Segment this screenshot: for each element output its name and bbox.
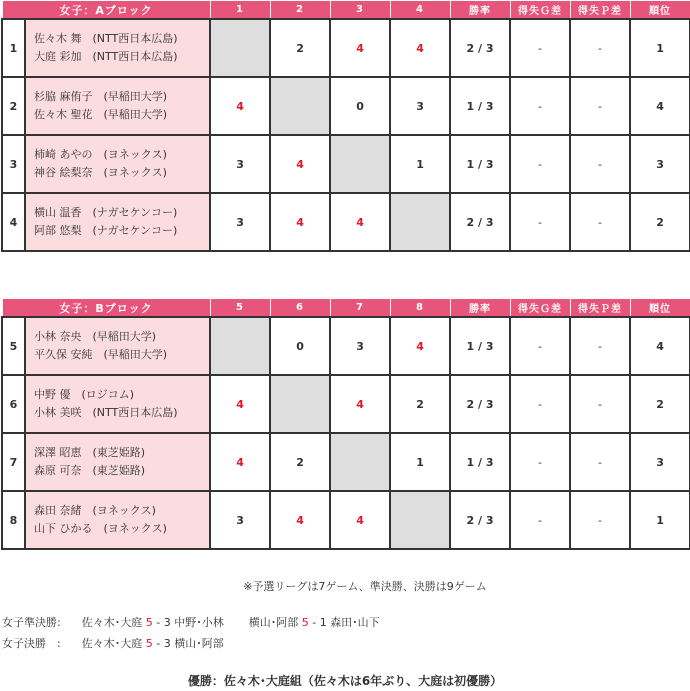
win-rate: 1 / 3 <box>450 317 510 375</box>
score-separator: - <box>156 637 161 650</box>
header-rank: 順位 <box>630 1 690 20</box>
score-cell: 1 <box>390 135 450 193</box>
table-row <box>2 375 690 433</box>
header-col: 4 <box>390 1 450 20</box>
table-row <box>2 433 690 491</box>
block-a-title: 女子：Aブロック <box>2 1 210 20</box>
score-cell: 2 <box>390 375 450 433</box>
point-diff: - <box>570 77 630 135</box>
team-cell <box>25 77 210 135</box>
team-cell <box>25 433 210 491</box>
block-b-table <box>1 298 690 550</box>
score-separator: - <box>156 616 161 629</box>
self-match-cell <box>330 433 390 491</box>
score-cell: 3 <box>330 317 390 375</box>
self-match-cell <box>270 77 330 135</box>
final-label: 女子決勝 : <box>2 637 61 650</box>
score-cell: 3 <box>390 77 450 135</box>
player-1: 杉脇 麻侑子 (早稲田大学) <box>34 90 168 103</box>
team-cell <box>25 135 210 193</box>
header-game-diff: 得失Ｇ差 <box>510 299 570 318</box>
score-cell: 3 <box>210 193 270 251</box>
win-rate: 1 / 3 <box>450 433 510 491</box>
team-cell <box>25 317 210 375</box>
player-2: 佐々木 聖花 (早稲田大学) <box>34 108 168 121</box>
table-row <box>2 135 690 193</box>
player-2: 阿部 悠梨 (ナガセケンコー) <box>34 224 178 237</box>
header-col: 2 <box>270 1 330 20</box>
table-row <box>2 19 690 77</box>
final-result <box>2 635 690 651</box>
player-1: 佐々木 舞 (NTT西日本広島) <box>34 32 178 45</box>
score-cell: 0 <box>330 77 390 135</box>
rank: 4 <box>630 77 690 135</box>
table-row <box>2 193 690 251</box>
self-match-cell <box>390 193 450 251</box>
score-cell: 3 <box>210 491 270 549</box>
player-2: 神谷 絵梨奈 (ヨネックス) <box>34 166 167 179</box>
entry-number: 1 <box>2 19 25 77</box>
game-diff: - <box>510 491 570 549</box>
entry-number: 7 <box>2 433 25 491</box>
block-a-header <box>2 1 690 20</box>
self-match-cell <box>210 317 270 375</box>
player-1: 横山 温香 (ナガセケンコー) <box>34 206 178 219</box>
score-cell: 0 <box>270 317 330 375</box>
win-rate: 1 / 3 <box>450 135 510 193</box>
entry-number: 4 <box>2 193 25 251</box>
header-point-diff: 得失Ｐ差 <box>570 299 630 318</box>
block-a-table <box>1 0 690 252</box>
score-cell: 4 <box>330 19 390 77</box>
score-cell: 4 <box>330 193 390 251</box>
final-score: 5 <box>145 637 153 650</box>
header-col: 1 <box>210 1 270 20</box>
score-cell: 2 <box>270 433 330 491</box>
entry-number: 3 <box>2 135 25 193</box>
entry-number: 8 <box>2 491 25 549</box>
point-diff: - <box>570 193 630 251</box>
final-team: 佐々木･大庭 <box>81 637 143 650</box>
score-cell: 4 <box>390 317 450 375</box>
game-diff: - <box>510 317 570 375</box>
rank: 4 <box>630 317 690 375</box>
player-1: 中野 優 (ロジコム) <box>34 388 135 401</box>
game-diff: - <box>510 375 570 433</box>
game-diff: - <box>510 77 570 135</box>
player-1: 柿崎 あやの (ヨネックス) <box>34 148 167 161</box>
header-point-diff: 得失Ｐ差 <box>570 1 630 20</box>
final-team: 横山･阿部 <box>174 637 224 650</box>
team-cell <box>25 375 210 433</box>
game-diff: - <box>510 433 570 491</box>
player-2: 大庭 彩加 (NTT西日本広島) <box>34 50 178 63</box>
game-diff: - <box>510 135 570 193</box>
rank: 2 <box>630 193 690 251</box>
game-diff: - <box>510 19 570 77</box>
score-cell: 4 <box>390 19 450 77</box>
header-game-diff: 得失Ｇ差 <box>510 1 570 20</box>
rank: 2 <box>630 375 690 433</box>
semifinal-team: 中野･小林 <box>174 616 224 629</box>
self-match-cell <box>390 491 450 549</box>
player-2: 小林 美咲 (NTT西日本広島) <box>34 406 178 419</box>
score-separator: - <box>312 616 317 629</box>
win-rate: 2 / 3 <box>450 375 510 433</box>
header-rank: 順位 <box>630 299 690 318</box>
header-win-rate: 勝率 <box>450 299 510 318</box>
win-rate: 1 / 3 <box>450 77 510 135</box>
self-match-cell <box>270 375 330 433</box>
semifinal-score: 5 <box>145 616 153 629</box>
score-cell: 4 <box>210 375 270 433</box>
semifinal-label: 女子準決勝: <box>2 616 61 629</box>
point-diff: - <box>570 433 630 491</box>
player-2: 森原 可奈 (東芝姫路) <box>34 464 146 477</box>
header-col: 8 <box>390 299 450 318</box>
point-diff: - <box>570 491 630 549</box>
final-score: 3 <box>163 637 171 650</box>
table-row <box>2 491 690 549</box>
score-cell: 4 <box>270 491 330 549</box>
score-cell: 1 <box>390 433 450 491</box>
rank: 1 <box>630 491 690 549</box>
player-1: 小林 奈央 (早稲田大学) <box>34 330 157 343</box>
champion-text: 優勝：佐々木･大庭組（佐々木は6年ぶり、大庭は初優勝） <box>187 674 503 688</box>
game-diff: - <box>510 193 570 251</box>
table-row <box>2 317 690 375</box>
player-2: 平久保 安純 (早稲田大学) <box>34 348 168 361</box>
entry-number: 5 <box>2 317 25 375</box>
score-cell: 4 <box>270 135 330 193</box>
block-b-title: 女子：Bブロック <box>2 299 210 318</box>
win-rate: 2 / 3 <box>450 491 510 549</box>
score-cell: 4 <box>210 77 270 135</box>
semifinal-score: 5 <box>301 616 309 629</box>
point-diff: - <box>570 135 630 193</box>
score-cell: 4 <box>330 375 390 433</box>
rank: 1 <box>630 19 690 77</box>
semifinal-team: 佐々木･大庭 <box>81 616 143 629</box>
team-cell <box>25 491 210 549</box>
table-row <box>2 77 690 135</box>
player-2: 山下 ひかる (ヨネックス) <box>34 522 167 535</box>
point-diff: - <box>570 375 630 433</box>
win-rate: 2 / 3 <box>450 19 510 77</box>
block-b-header <box>2 299 690 318</box>
score-cell: 3 <box>210 135 270 193</box>
score-cell: 2 <box>270 19 330 77</box>
score-cell: 4 <box>270 193 330 251</box>
self-match-cell <box>210 19 270 77</box>
win-rate: 2 / 3 <box>450 193 510 251</box>
score-cell: 4 <box>210 433 270 491</box>
team-cell <box>25 193 210 251</box>
format-note: ※予選リーグは7ゲーム、準決勝、決勝は9ゲーム <box>243 580 487 593</box>
player-1: 森田 奈緒 (ヨネックス) <box>34 504 156 517</box>
header-win-rate: 勝率 <box>450 1 510 20</box>
score-cell: 4 <box>330 491 390 549</box>
rank: 3 <box>630 433 690 491</box>
team-cell <box>25 19 210 77</box>
semifinal-result <box>2 614 690 630</box>
point-diff: - <box>570 19 630 77</box>
semifinal-team: 森田･山下 <box>330 616 380 629</box>
player-1: 深澤 昭恵 (東芝姫路) <box>34 446 146 459</box>
entry-number: 2 <box>2 77 25 135</box>
semifinal-team: 横山･阿部 <box>248 616 299 629</box>
entry-number: 6 <box>2 375 25 433</box>
rank: 3 <box>630 135 690 193</box>
header-col: 6 <box>270 299 330 318</box>
header-col: 3 <box>330 1 390 20</box>
point-diff: - <box>570 317 630 375</box>
self-match-cell <box>330 135 390 193</box>
header-col: 7 <box>330 299 390 318</box>
semifinal-score: 3 <box>163 616 171 629</box>
semifinal-score: 1 <box>319 616 327 629</box>
header-col: 5 <box>210 299 270 318</box>
